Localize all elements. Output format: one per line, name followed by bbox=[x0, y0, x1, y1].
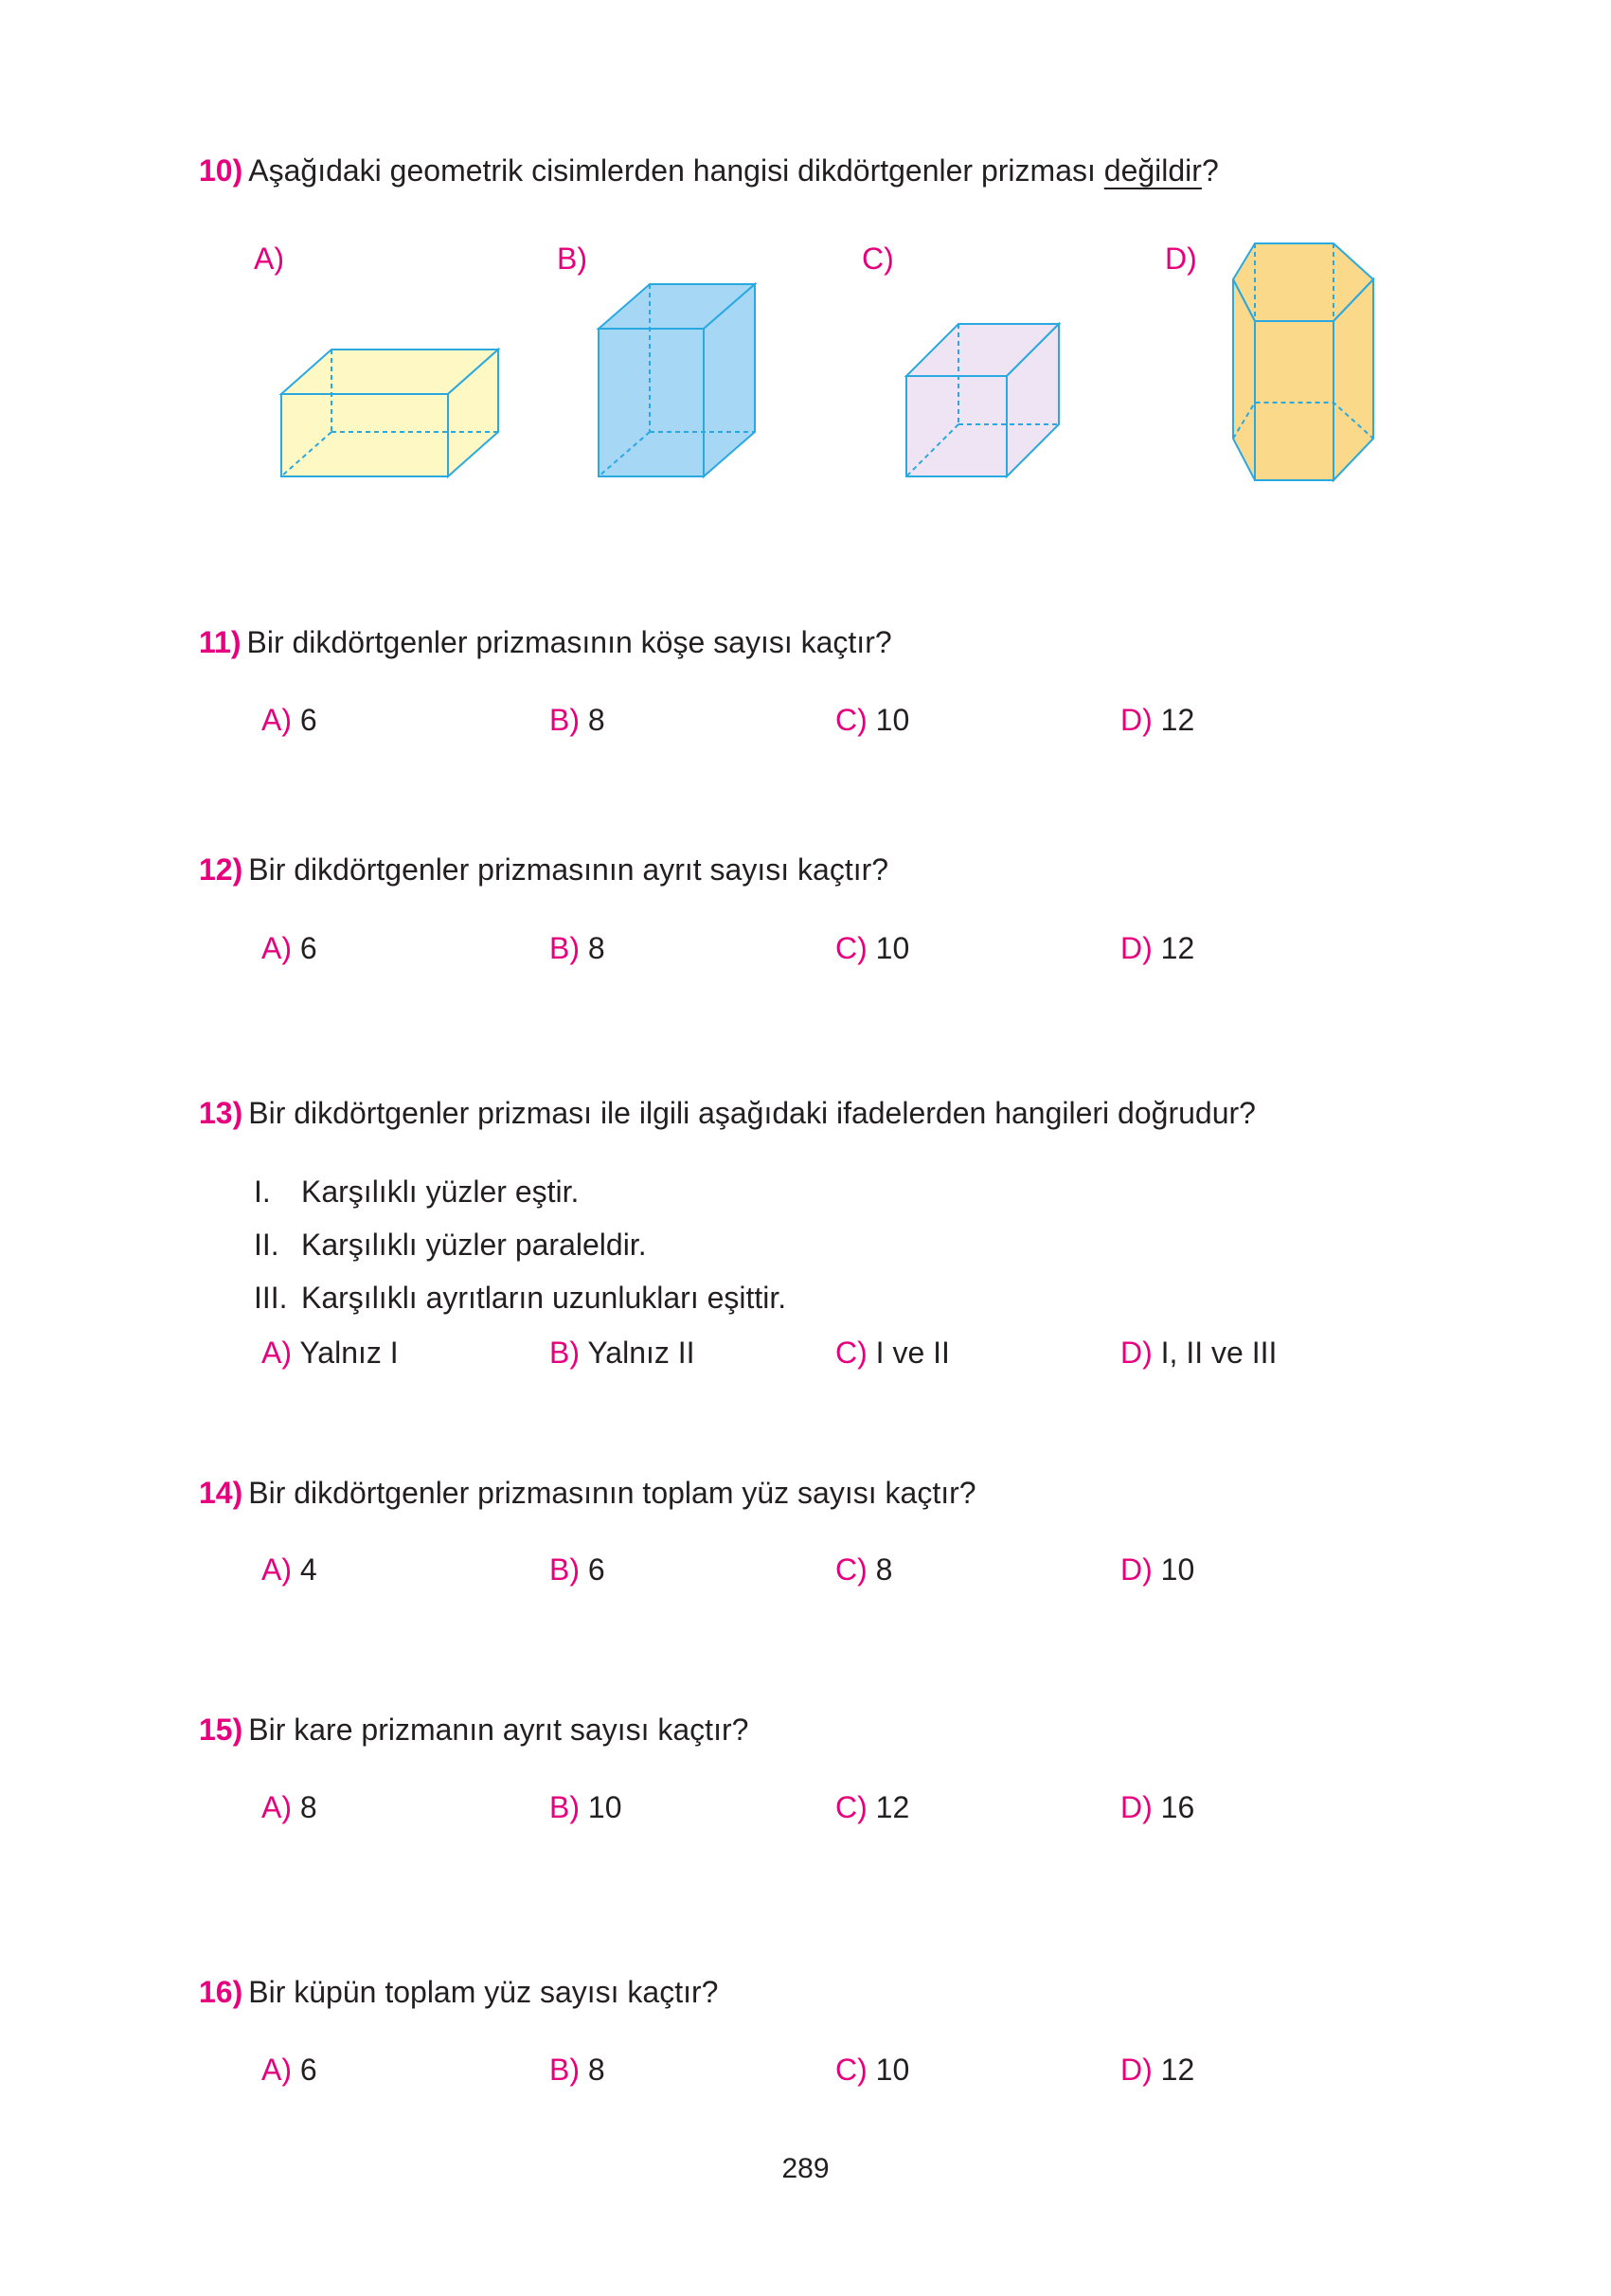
option-a[interactable]: A) 4 bbox=[261, 1552, 317, 1587]
option-b[interactable]: B) Yalnız II bbox=[549, 1336, 695, 1370]
option-b[interactable]: B) 8 bbox=[549, 2053, 605, 2087]
option-c[interactable]: C) 10 bbox=[835, 703, 910, 737]
figure-option-a-label[interactable]: A) bbox=[254, 242, 284, 276]
option-d[interactable]: D) 16 bbox=[1120, 1790, 1195, 1824]
question-stem: Bir dikdörtgenler prizması ile ilgili aşağıdaki ifadelerden hangileri doğrudur? bbox=[248, 1096, 1256, 1130]
option-a[interactable]: A) 6 bbox=[261, 2053, 317, 2087]
option-d[interactable]: D) 12 bbox=[1120, 931, 1195, 965]
statement-1: I. Karşılıklı yüzler eştir. bbox=[254, 1175, 580, 1209]
question-number: 11) bbox=[199, 625, 242, 659]
option-d[interactable]: D) 12 bbox=[1120, 2053, 1195, 2087]
question-stem: Bir dikdörtgenler prizmasının ayrıt sayısı kaçtır? bbox=[248, 852, 889, 887]
option-a[interactable]: A) 6 bbox=[261, 703, 317, 737]
question-stem: Bir dikdörtgenler prizmasının toplam yüz sayısı kaçtır? bbox=[248, 1476, 976, 1510]
option-c[interactable]: C) 8 bbox=[835, 1552, 893, 1587]
question-stem: Bir dikdörtgenler prizmasının köşe sayısı kaçtır? bbox=[246, 625, 892, 659]
option-b[interactable]: B) 8 bbox=[549, 931, 605, 965]
question-16 bbox=[199, 1973, 718, 2011]
option-c[interactable]: C) 10 bbox=[835, 931, 910, 965]
question-number: 14) bbox=[199, 1476, 243, 1510]
emphasis-word: değildir bbox=[1103, 153, 1202, 188]
figure-option-c-label[interactable]: C) bbox=[862, 242, 894, 276]
question-12 bbox=[199, 851, 888, 888]
option-a[interactable]: A) 6 bbox=[261, 931, 317, 965]
question-15 bbox=[199, 1711, 748, 1749]
rectangular-prism-blue[interactable] bbox=[592, 279, 762, 488]
question-stem: Bir kare prizmanın ayrıt sayısı kaçtır? bbox=[248, 1713, 749, 1747]
question-number: 16) bbox=[199, 1975, 243, 2009]
cube-lavender[interactable] bbox=[900, 317, 1065, 488]
option-d[interactable]: D) 10 bbox=[1120, 1552, 1195, 1587]
option-b[interactable]: B) 10 bbox=[549, 1790, 622, 1824]
option-c[interactable]: C) 10 bbox=[835, 2053, 910, 2087]
question-stem: Bir küpün toplam yüz sayısı kaçtır? bbox=[248, 1975, 719, 2009]
question-number: 12) bbox=[199, 852, 243, 887]
option-c[interactable]: C) 12 bbox=[835, 1790, 910, 1824]
question-stem: Aşağıdaki geometrik cisimlerden hangisi dikdörtgenler prizması değildir? bbox=[248, 153, 1219, 188]
option-d[interactable]: D) 12 bbox=[1120, 703, 1195, 737]
option-d[interactable]: D) I, II ve III bbox=[1120, 1336, 1278, 1370]
option-c[interactable]: C) I ve II bbox=[835, 1336, 950, 1370]
question-14 bbox=[199, 1474, 976, 1512]
statement-2: II. Karşılıklı yüzler paraleldir. bbox=[254, 1228, 647, 1262]
figure-option-d-label[interactable]: D) bbox=[1165, 242, 1197, 276]
question-13 bbox=[199, 1094, 1256, 1132]
option-b[interactable]: B) 8 bbox=[549, 703, 605, 737]
question-11 bbox=[199, 623, 892, 661]
option-a[interactable]: A) Yalnız I bbox=[261, 1336, 399, 1370]
question-number: 13) bbox=[199, 1096, 243, 1130]
hexagonal-prism-orange[interactable] bbox=[1226, 232, 1387, 493]
statement-3: III. Karşılıklı ayrıtların uzunlukları eşittir. bbox=[254, 1281, 787, 1315]
rectangular-prism-yellow[interactable] bbox=[275, 341, 502, 493]
question-10 bbox=[199, 152, 1219, 189]
question-number: 15) bbox=[199, 1713, 243, 1747]
option-a[interactable]: A) 8 bbox=[261, 1790, 317, 1824]
question-number: 10) bbox=[199, 153, 243, 188]
page-number: 289 bbox=[781, 2153, 830, 2184]
option-b[interactable]: B) 6 bbox=[549, 1552, 605, 1587]
figure-option-b-label[interactable]: B) bbox=[557, 242, 587, 276]
